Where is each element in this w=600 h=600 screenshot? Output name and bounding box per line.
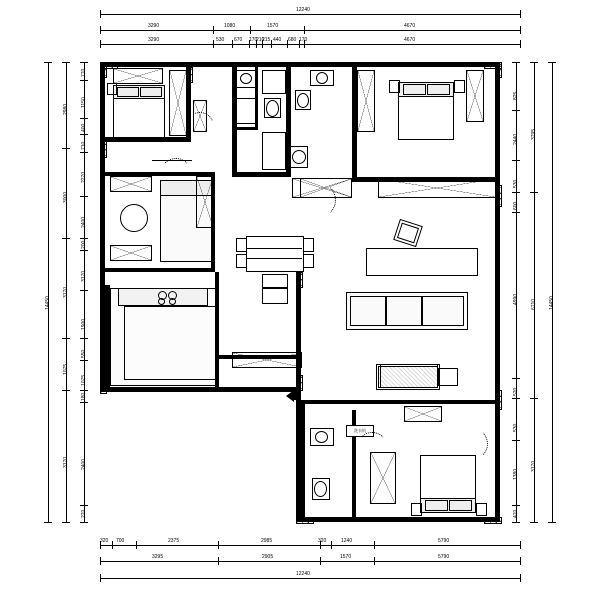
dim-right-r2-0: 825 (513, 91, 519, 100)
basin-bath-north-2 (316, 72, 328, 84)
dim-bottom-overall: 12240 (296, 571, 310, 577)
dim-left-r1-4: 3170 (63, 456, 69, 468)
tv-cabinet (366, 248, 478, 276)
cabinet-bath-north-3 (292, 178, 352, 198)
column-hatch-in-3 (296, 375, 303, 391)
dim-left-r2-4: 2270 (81, 171, 87, 183)
nightstand-1 (107, 83, 117, 95)
sofa-cushion-3 (422, 296, 464, 326)
nightstand-3b (476, 503, 487, 516)
dim-left-r2-10: 1075 (81, 374, 87, 386)
wall-exterior-south-west (100, 387, 300, 392)
dim-top-r1-3: 4670 (404, 23, 416, 29)
dim-left-r2-9: 550 (81, 349, 87, 358)
side-table-living (438, 368, 458, 386)
balcony-planter (380, 364, 438, 388)
wardrobe-study-top (110, 176, 152, 192)
dining-table (246, 236, 304, 272)
dim-bot-r1-1: 700 (116, 538, 125, 544)
wall-exterior-north (100, 62, 500, 67)
sofa-cushion-2 (386, 296, 422, 326)
pillow-1b (140, 87, 162, 97)
dim-left-r2-0: 770 (81, 68, 87, 77)
dim-left-r2-1: 1150 (81, 97, 87, 108)
wardrobe-bottom-right (370, 452, 396, 504)
dim-left-r2-2: 400 (81, 123, 87, 132)
wardrobe-study-side (196, 176, 214, 228)
shower-tray-north (262, 70, 286, 94)
dim-top-r1-1: 1080 (224, 23, 236, 29)
cabinet-hall-south (232, 352, 302, 368)
dim-right-r2-1: 2440 (513, 133, 519, 145)
pillow-1a (117, 87, 139, 97)
dim-line-right-row2 (516, 62, 517, 522)
vanity-corridor (290, 146, 308, 168)
toilet-bowl-north-2 (297, 93, 309, 108)
dim-bot-r1-6: 5790 (438, 538, 450, 544)
stove-burner-4 (169, 298, 176, 305)
dim-bot-r2-0: 3295 (152, 554, 164, 560)
dining-chair-2 (236, 254, 247, 268)
dim-bot-r2-1: 2905 (262, 554, 274, 560)
dim-top-r1-2: 1570 (267, 23, 279, 29)
wardrobe-top-left (113, 68, 163, 84)
cabinet-living-north (378, 178, 496, 198)
round-table-study (120, 204, 148, 232)
wardrobe-top-right-2 (357, 70, 375, 132)
dim-top-overall: 12240 (296, 7, 310, 13)
dim-right-r2-2: 530 (513, 179, 519, 188)
dim-bot-r2-2: 1570 (340, 554, 352, 560)
dim-top-r2-3: 170 (249, 37, 258, 43)
dim-bot-r1-3: 2985 (261, 538, 273, 544)
dim-top-r2-6: 440 (273, 37, 282, 43)
column-hatch-ne2 (484, 62, 502, 69)
dim-top-r2-4: 210 (256, 37, 265, 43)
dim-right-r2-4: 4990 (513, 293, 519, 305)
tick (520, 10, 521, 18)
wall-bed3-north (301, 400, 496, 404)
dim-top-r2-2: 670 (234, 37, 243, 43)
dim-top-r1-0: 3290 (148, 23, 160, 29)
wardrobe-top-right (466, 70, 484, 122)
dim-line-left-outer (48, 62, 49, 522)
bathtub-north (236, 98, 256, 124)
wardrobe-top-left-side (169, 70, 187, 136)
dim-top-r2-9: 4670 (404, 37, 416, 43)
column-hatch-e1 (495, 185, 502, 207)
dim-bot-r1-4: 320 (318, 538, 327, 544)
dim-left-r2-8: 1900 (81, 318, 87, 330)
nightstand-3a (411, 503, 422, 516)
wall-living-west (296, 272, 301, 392)
tick (100, 10, 101, 18)
dim-left-r2-5: 2400 (81, 216, 87, 228)
dim-top-r2-0: 3290 (148, 37, 160, 43)
dim-left-r1-2: 3170 (63, 286, 69, 298)
dim-top-r2-5: 215 (262, 37, 271, 43)
entry-arrow-head (286, 390, 294, 402)
column-hatch-in-2 (296, 272, 303, 288)
dim-right-r1-1: 6710 (531, 298, 537, 310)
dim-left-r1-3: 1075 (63, 363, 69, 375)
wall-exterior-south (296, 517, 500, 522)
dim-line-bottom-row2 (100, 561, 520, 562)
dining-sideboard (262, 274, 288, 288)
dim-bot-r1-2: 2375 (168, 538, 180, 544)
dining-chair-1 (236, 238, 247, 252)
dim-right-r2-3: 600 (513, 201, 519, 210)
dim-bot-r1-0: 320 (100, 538, 109, 544)
dim-line-bottom-row1 (100, 545, 520, 546)
dim-right-r1-0: 3795 (531, 128, 537, 140)
column-hatch-nw2 (100, 62, 107, 78)
basin-bowl-north (240, 73, 252, 84)
dim-left-r2-11: 180 (81, 392, 87, 401)
column-hatch-se (484, 517, 502, 524)
dim-left-r2-7: 3170 (81, 270, 87, 282)
dim-line-bottom-outer (100, 578, 520, 579)
door-swing-study (160, 158, 192, 190)
dim-left-r2-12: 2400 (81, 458, 87, 470)
column-hatch-w1 (100, 140, 107, 158)
window-east-glass (497, 205, 499, 380)
dim-bot-r2-3: 5790 (438, 554, 450, 560)
sofa-cushion-1 (350, 296, 386, 326)
shower-room-north (262, 132, 286, 170)
dim-line-top-row1 (100, 30, 520, 31)
dim-right-r2-8: 470 (513, 509, 519, 518)
wall-bath-divider2 (232, 127, 258, 130)
column-hatch-in-1 (186, 67, 193, 83)
kitchen-island (124, 306, 216, 380)
dining-sideboard-2 (262, 288, 288, 304)
dim-left-r2-3: 710 (81, 141, 87, 150)
dim-line-right-outer (552, 62, 553, 522)
toilet-bowl-south (314, 481, 327, 497)
dim-right-r2-6: 530 (513, 423, 519, 432)
dim-top-r2-7: 680 (288, 37, 297, 43)
column-hatch-sw (296, 517, 314, 524)
dim-top-r2-8: 170 (299, 37, 308, 43)
dim-line-top-outer (100, 14, 520, 15)
pillow-3a (425, 500, 448, 511)
dining-chair-3 (303, 238, 314, 252)
stove-burner-3 (158, 298, 165, 305)
column-hatch-e2 (495, 390, 502, 410)
pillow-2b (427, 84, 450, 95)
pillow-3b (449, 500, 472, 511)
wall-study-south (105, 268, 215, 272)
basin-bowl-south (315, 431, 328, 443)
wall-bed3-west (301, 400, 305, 517)
dim-left-r1-0: 2980 (63, 103, 69, 115)
dim-left-r2-6: 200 (81, 240, 87, 249)
dim-right-r1-2: 3170 (531, 460, 537, 472)
nightstand-2a (389, 80, 400, 93)
dim-top-r2-1: 530 (216, 37, 225, 43)
dim-right-r2-7: 1380 (513, 468, 519, 480)
pillow-2a (403, 84, 426, 95)
dim-line-top-row2 (100, 44, 520, 45)
nightstand-2b (454, 80, 465, 93)
dim-left-r2-13: 270 (81, 509, 87, 518)
dining-chair-4 (303, 254, 314, 268)
dim-bot-r1-5: 1240 (341, 538, 353, 544)
dim-right-r2-5: 520 (513, 387, 519, 396)
dim-right-overall: 14450 (549, 296, 555, 310)
wall-corridor-south (232, 172, 291, 177)
toilet-box-north (264, 98, 281, 118)
dim-left-r1-1: 3000 (63, 191, 69, 203)
dim-left-overall: 14450 (45, 296, 51, 310)
cabinet-bed3-north (404, 406, 442, 422)
washer-label: 洗衣机 (346, 425, 374, 437)
wardrobe-study-bottom (110, 245, 152, 261)
